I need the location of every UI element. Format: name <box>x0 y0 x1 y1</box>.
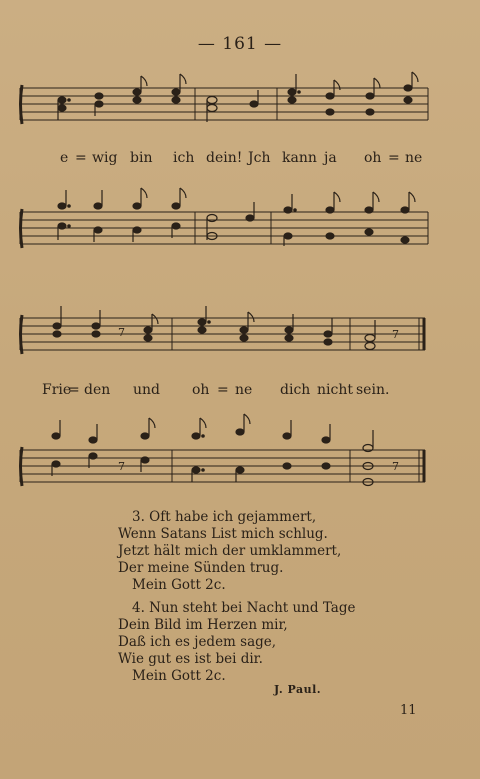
lyric-syllable: oh <box>364 150 382 166</box>
lyric-hyphen: = <box>75 150 87 166</box>
lyric-syllable: dein! <box>206 150 243 166</box>
verse-line: Jetzt hält mich der umklammert, <box>118 543 342 559</box>
lyric-syllable: e <box>60 150 69 166</box>
svg-text:7: 7 <box>392 460 399 473</box>
svg-text:7: 7 <box>118 326 125 339</box>
verse-line: 4. Nun steht bei Nacht und Tage <box>132 600 356 616</box>
lyric-syllable: kann <box>282 150 317 166</box>
svg-text:7: 7 <box>392 328 399 341</box>
verse-line: Dein Bild im Herzen mir, <box>118 617 288 633</box>
lyric-hyphen: = <box>388 150 400 166</box>
verse-3 <box>118 509 378 594</box>
verse-line: Daß ich es jedem sage, <box>118 634 277 650</box>
lyric-syllable: den <box>84 382 111 398</box>
verse-refrain: Mein Gott 2c. <box>132 577 226 593</box>
lyric-syllable: Frie <box>42 382 72 398</box>
system2-bass-staff <box>0 410 480 495</box>
page-number: — 161 — <box>197 34 283 54</box>
lyric-syllable: Jch <box>248 150 271 166</box>
lyric-syllable: ich <box>173 150 195 166</box>
lyric-syllable: und <box>133 382 160 398</box>
lyric-syllable: ne <box>405 150 423 166</box>
lyric-syllable: ne <box>235 382 253 398</box>
lyric-hyphen: = <box>217 382 229 398</box>
lyric-syllable: wig <box>92 150 118 166</box>
system2-treble-staff <box>0 300 480 370</box>
signature-mark: 11 <box>400 703 417 718</box>
verse-line: 3. Oft habe ich gejammert, <box>132 509 317 525</box>
system1-treble-staff <box>0 70 480 130</box>
system1-lyrics <box>0 150 480 174</box>
lyric-syllable: nicht <box>317 382 353 398</box>
verse-4 <box>118 600 378 685</box>
verse-line: Wenn Satans List mich schlug. <box>118 526 328 542</box>
author-credit: J. Paul. <box>274 683 322 696</box>
svg-text:7: 7 <box>118 460 125 473</box>
lyric-syllable: ja <box>324 150 337 166</box>
verse-line: Der meine Sünden trug. <box>118 560 284 576</box>
verse-line: Wie gut es ist bei dir. <box>118 651 263 667</box>
lyric-syllable: bin <box>130 150 153 166</box>
lyric-syllable: dich <box>280 382 311 398</box>
system2-lyrics <box>0 382 480 406</box>
verse-refrain: Mein Gott 2c. <box>132 668 226 684</box>
lyric-hyphen: = <box>68 382 80 398</box>
lyric-syllable: oh <box>192 382 210 398</box>
lyric-syllable: sein. <box>356 382 390 398</box>
system1-bass-staff <box>0 180 480 250</box>
